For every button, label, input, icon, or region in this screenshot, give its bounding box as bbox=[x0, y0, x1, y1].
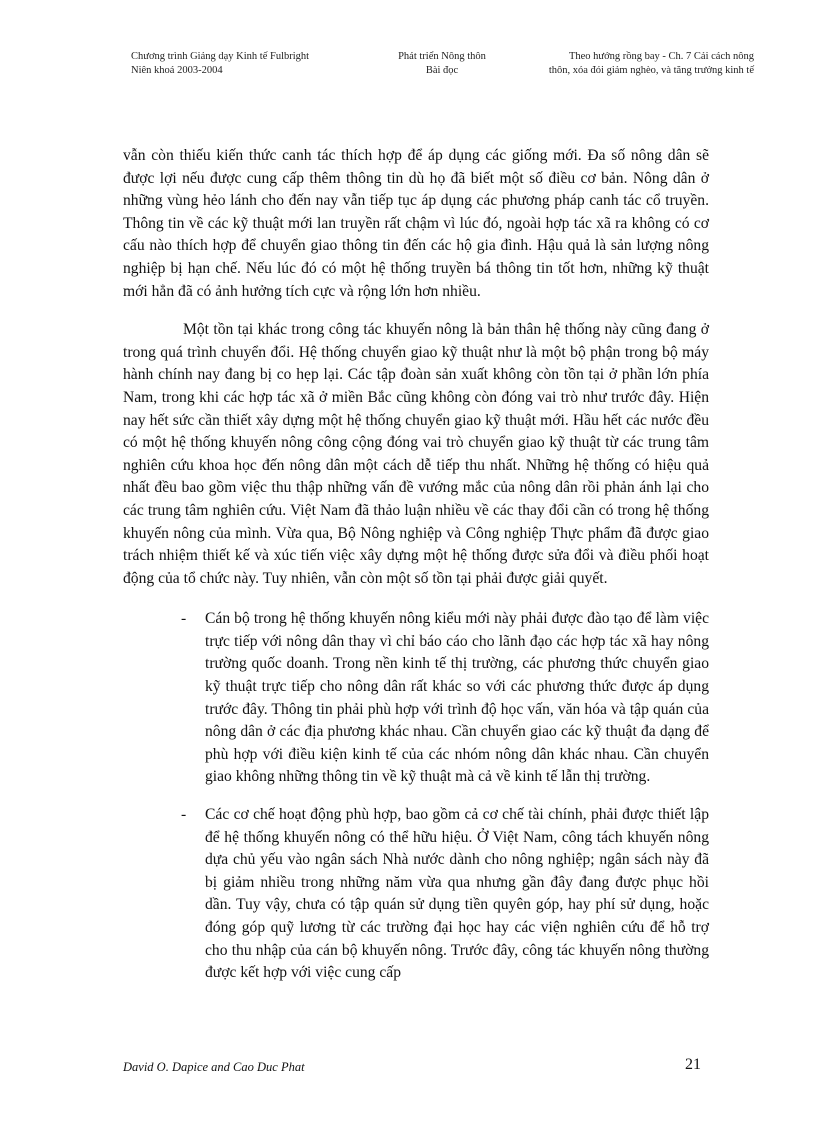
bullet-dash: - bbox=[181, 806, 187, 824]
list-item bbox=[123, 804, 709, 985]
header-chapter-line1: Theo hướng rồng bay - Ch. 7 Cải cách nông bbox=[568, 51, 754, 62]
list-item-text: Các cơ chế hoạt động phù hợp, bao gồm cả cơ chế tài chính, phải được thiết lập để hệ thống khuyến nông có thể hữu hiệu. Ở Việt Nam, công tách khuyến nông dựa chủ yếu vào ngân sách Nhà nước dành cho nông nghiệp; ngân sách này đã bị giảm nhiều trong những năm vừa qua nhưng gần đây đang được phục hồi dần. Tuy vậy, chưa có tập quán sử dụng tiền quyên góp, hay phí sử dụng, hoặc đóng góp quỹ lương từ các trường đại học hay các viện nghiên cứu để hỗ trợ cho thu nhập của cán bộ khuyến nông. Trước đây, công tác khuyến nông thường được kết hợp với việc cung cấp bbox=[205, 806, 709, 982]
paragraph-1: vẫn còn thiếu kiến thức canh tác thích hợp để áp dụng các giống mới. Đa số nông dân sẽ được lợi nếu được cung cấp thêm thông tin dù họ đã biết một số điều cơ bản. Nông dân ở những vùng hẻo lánh cho đến nay vẫn tiếp tục áp dụng các phương pháp canh tác cổ truyền. Thông tin về các kỹ thuật mới lan truyền rất chậm vì lúc đó, ngoài hợp tác xã ra không có cơ cấu nào thích hợp để chuyển giao thông tin đến các hộ gia đình. Hậu quả là sản lượng nông nghiệp bị hạn chế. Nếu lúc đó có một hệ thống truyền bá thông tin tốt hơn, những kỹ thuật mới hẳn đã có ảnh hưởng tích cực và rộng lớn hơn nhiều. bbox=[123, 147, 709, 300]
paragraph-2: Một tồn tại khác trong công tác khuyến nông là bản thân hệ thống này cũng đang ở trong quá trình chuyển đổi. Hệ thống chuyển giao kỹ thuật như là một bộ phận trong bộ máy hành chính nay đang bị co hẹp lại. Các tập đoàn sản xuất không còn tồn tại ở phần lớn phía Nam, trong khi các hợp tác xã ở miền Bắc cũng không còn đóng vai trò như trước đây. Hiện nay hết sức cần thiết xây dựng một hệ thống chuyển giao kỹ thuật mới. Hầu hết các nước đều có một hệ thống khuyến nông công cộng đóng vai trò chuyển giao kỹ thuật từ các trung tâm nghiên cứu khoa học đến nông dân một cách dễ tiếp thu nhất. Những hệ thống có hiệu quả nhất đều bao gồm việc thu thập những vấn đề vướng mắc của nông dân rồi phản ánh lại cho các trung tâm nghiên cứu. Việt Nam đã thảo luận nhiều về các thay đổi cần có trong hệ thống khuyến nông của mình. Vừa qua, Bộ Nông nghiệp và Công nghiệp Thực phẩm đã được giao trách nhiệm thiết kế và xúc tiến việc xây dựng một hệ thống được sửa đổi và điều phối hoạt động của tổ chức này. Tuy nhiên, vẫn còn một số tồn tại phải được giải quyết. bbox=[123, 321, 709, 587]
header-right bbox=[500, 50, 754, 78]
document-body bbox=[123, 145, 709, 985]
header-chapter-line2: thôn, xóa đói giảm nghèo, và tăng trưởng kinh tế bbox=[548, 65, 754, 76]
header-left bbox=[131, 50, 309, 78]
header-program: Chương trình Giảng dạy Kinh tế Fulbright bbox=[131, 51, 310, 62]
list-item-text: Cán bộ trong hệ thống khuyến nông kiểu mới này phải được đào tạo để làm việc trực tiếp với nông dân thay vì chỉ báo cáo cho lãnh đạo các hợp tác xã hay nông trường quốc doanh. Trong nền kinh tế thị trường, các phương thức chuyển giao kỹ thuật trực tiếp cho nông dân rất khác so với các phương thức được áp dụng trước đây. Thông tin phải phù hợp với trình độ học vấn, văn hóa và tập quán của nông dân ở các địa phương khác nhau. Cần chuyển giao các kỹ thuật đa dạng để phù hợp với điều kiện kinh tế của các nhóm nông dân khác nhau. Cần chuyển giao không những thông tin về kỹ thuật mà cả về kinh tế lẫn thị trường. bbox=[205, 610, 709, 786]
footer-authors: David O. Dapice and Cao Duc Phat bbox=[123, 1060, 305, 1074]
list-item bbox=[123, 608, 709, 789]
header-course: Phát triển Nông thôn bbox=[398, 51, 486, 62]
bullet-list bbox=[123, 608, 709, 985]
page-number: 21 bbox=[685, 1056, 701, 1073]
header-year: Niên khoá 2003-2004 bbox=[131, 65, 223, 76]
header-middle bbox=[392, 50, 492, 78]
header-type: Bài đọc bbox=[425, 65, 459, 76]
bullet-dash: - bbox=[181, 610, 187, 628]
